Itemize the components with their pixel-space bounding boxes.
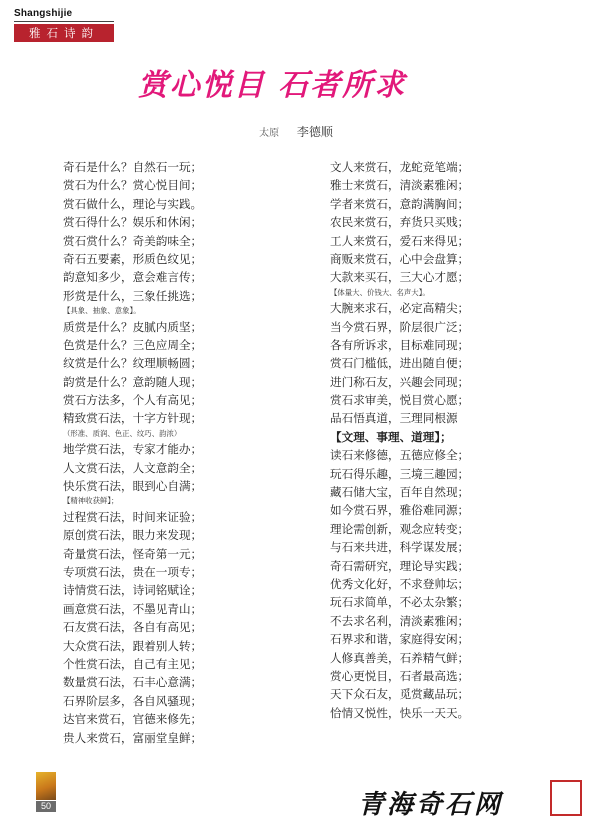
poem-line: 形赏是什么，三象任挑选； — [63, 288, 203, 303]
poem-line: 色赏是什么？三色应周全； — [63, 337, 203, 352]
poem-line: 韵赏是什么？意韵随人现； — [63, 374, 203, 389]
poem-line: 过程赏石法，时间来证验； — [63, 509, 203, 524]
poem-line: 理论需创新，观念应转变； — [330, 521, 470, 536]
poem-line: 快乐赏石法，眼到心自满； — [63, 479, 203, 494]
poem-line: 精致赏石法，十字方针现； — [63, 411, 203, 426]
poem-line: 奇石需研究，理论导实践； — [330, 558, 470, 573]
poem-line: 奇石五要素，形质色纹见； — [63, 251, 203, 266]
poem-line: 奇石是什么？自然石一玩； — [63, 160, 203, 174]
poem-line: 藏石储大宝，百年自然现； — [330, 485, 470, 500]
poem-line: 玩石得乐趣，三境三趣园； — [330, 466, 470, 481]
poem-line: 诗情赏石法，诗词铭赋诠； — [63, 583, 203, 598]
poem-line: 玩石求简单，不必太杂繁； — [330, 595, 470, 610]
poem-line: 农民来赏石，弃货只买贱； — [330, 215, 470, 230]
poem-line: 石界阶层多，各自风骚现； — [63, 693, 203, 708]
poem-line: 不去求名利，清淡素雅闲； — [330, 613, 470, 628]
author-name: 李德顺 — [296, 125, 333, 139]
poem-line: 原创赏石法，眼力来发现； — [63, 528, 203, 543]
author-place: 太原 — [259, 128, 280, 139]
poem-line: 个性赏石法，自己有主见； — [63, 656, 203, 671]
poem-line: 质赏是什么？皮腻内质坚； — [63, 319, 203, 334]
poem-line: 【文理、事理、道理】； — [330, 429, 452, 444]
poem-line: 工人来赏石，爱石来得见； — [330, 233, 470, 248]
poem-line: 赏石做什么，理论与实践。 — [63, 196, 203, 211]
poem-line: 达官来赏石，官德来修先； — [63, 712, 203, 727]
poem-annotation: （形准、质润、色正、纹巧、韵浓） — [63, 428, 182, 438]
poem-line: 雅士来赏石，清淡素雅闲； — [330, 178, 470, 193]
poem-line: 天下众石友，觅赏藏品玩； — [330, 687, 470, 702]
poem-line: 纹赏是什么？纹理顺畅圆； — [63, 356, 203, 371]
poem-line: 赏心更悦目，石者最高选； — [330, 668, 470, 683]
poem-line: 赏石赏什么？奇美韵味全； — [63, 233, 203, 248]
poem-line: 当今赏石界，阶层很广泛； — [330, 319, 470, 334]
poem-line: 与石来共进，科学谋发展； — [330, 540, 470, 555]
poem-line: 赏石为什么？赏心悦目间； — [63, 178, 203, 193]
poem-line: 赏石方法多，个人有高见； — [63, 393, 203, 408]
poem-annotation: 【体量大、价钱大、名声大】。 — [330, 287, 430, 297]
article-title: 赏心悦目 石者所求 — [137, 68, 407, 103]
stone-thumbnail-image — [36, 772, 56, 800]
poem-line: 大众赏石法，跟着别人转； — [63, 638, 203, 653]
poem-annotation: 【具象、抽象、意象】。 — [63, 306, 141, 316]
poem-line: 人修真善美，石养精气鲜； — [330, 650, 470, 665]
poem-line: 品石悟真道，三理同根源 — [330, 411, 458, 426]
poem-annotation: 【精神收获鲜】； — [63, 496, 119, 506]
poem-line: 贵人来赏石，富丽堂皇鲜； — [63, 730, 203, 745]
seal-stamp — [550, 780, 582, 816]
poem-line: 专项赏石法，贵在一项专； — [63, 564, 203, 579]
header-rule — [14, 21, 114, 22]
poem-line: 赏石得什么？娱乐和休闲； — [63, 215, 203, 230]
poem-line: 文人来赏石，龙蛇竞笔端； — [330, 160, 470, 174]
poem-line: 商贩来赏石，心中会盘算； — [330, 251, 470, 266]
poem-line: 学者来赏石，意韵满胸间； — [330, 196, 470, 211]
byline — [198, 123, 394, 140]
poem-line: 赏石门槛低，进出随自便； — [330, 356, 470, 371]
poem-line: 各有所诉求，目标难同现； — [330, 337, 470, 352]
magazine-brand: Shangshijie — [14, 8, 73, 19]
poem-line: 恰情又悦性，快乐一天天。 — [330, 705, 470, 720]
poem-line: 赏石求审美，悦目赏心愿； — [330, 393, 470, 408]
poem-line: 人文赏石法，人文意韵全； — [63, 460, 203, 475]
poem-line: 石界求和谐，家庭得安闲； — [330, 632, 470, 647]
page-thumbnail — [36, 772, 56, 812]
section-badge: 雅石诗韵 — [14, 24, 114, 42]
poem-line: 石友赏石法，各自有高见； — [63, 620, 203, 635]
poem-line: 数量赏石法，石丰心意满； — [63, 675, 203, 690]
site-watermark: 青海奇石网 — [358, 790, 504, 820]
poem-line: 画意赏石法，不墨见青山； — [63, 601, 203, 616]
poem-left-column — [63, 158, 323, 747]
poem-line: 优秀文化好，不求登帅坛； — [330, 576, 470, 591]
poem-line: 进门称石友，兴趣会同现； — [330, 374, 470, 389]
poem-line: 地学赏石法，专家才能办； — [63, 442, 203, 457]
poem-line: 韵意知多少，意会难言传； — [63, 270, 203, 285]
page-number: 50 — [36, 801, 56, 812]
poem-line: 如今赏石界，雅俗难同源； — [330, 503, 470, 518]
poem-line: 读石来修德，五德应修全； — [330, 448, 470, 463]
poem-line: 大款来买石，三大心才愿； — [330, 270, 470, 285]
poem-right-column — [330, 158, 590, 722]
poem-line: 大腕来求石，必定高精尖； — [330, 301, 470, 316]
poem-line: 奇量赏石法，怪奇第一元； — [63, 546, 203, 561]
